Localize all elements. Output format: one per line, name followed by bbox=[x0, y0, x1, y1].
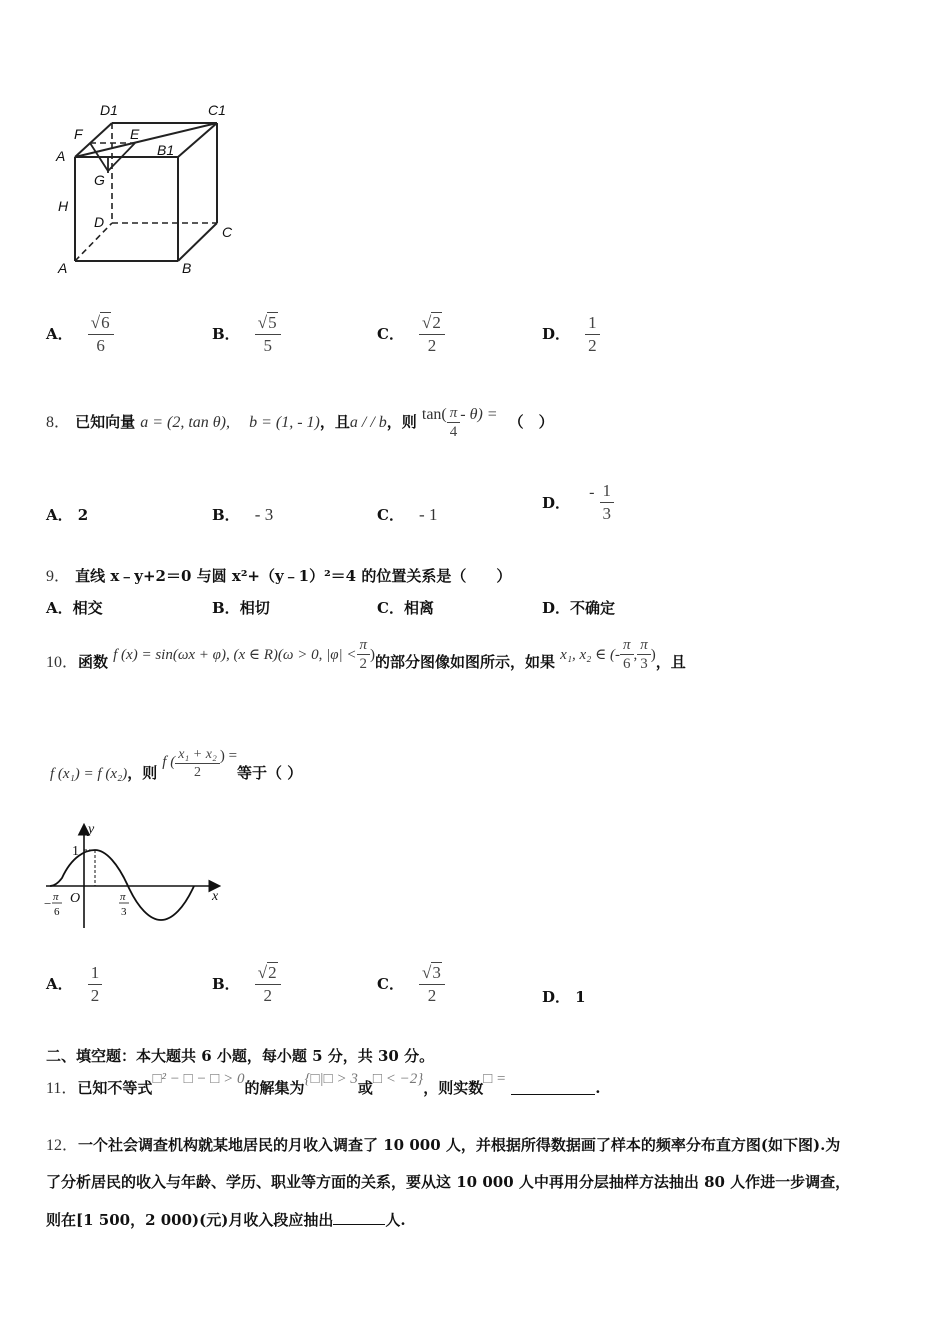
q10-option-d-label: D． bbox=[542, 988, 571, 1006]
q12-line2: 了分析居民的收入与年龄、学历、职业等方面的关系，要从这 10 000 人中再用分层抽样方法抽出 80 人作进一步调查， bbox=[46, 1173, 851, 1191]
q11-set2: □ < −2} bbox=[372, 1071, 424, 1087]
q8-option-b-label: B． bbox=[212, 506, 240, 524]
q7-option-a[interactable] bbox=[46, 312, 114, 357]
q9-number: 9． bbox=[46, 568, 71, 585]
q10-condition-line bbox=[50, 746, 302, 783]
q10-range2-fraction: $\frac{\pi}{3}$ bbox=[637, 636, 651, 673]
svg-text:−: − bbox=[44, 896, 52, 911]
q10-close: ) bbox=[370, 647, 376, 663]
q8-option-d-fraction: $\frac{1}{3}$ bbox=[600, 480, 615, 525]
q11-variable: □ = bbox=[483, 1071, 507, 1087]
q10-text1: 函数 bbox=[78, 653, 109, 671]
cube-figure bbox=[50, 95, 240, 285]
q10-function: f (x) = sin(ωx + φ), (x ∈ R)(ω > 0, |φ| < bbox=[113, 647, 357, 663]
q8-parallel: a / / b bbox=[349, 414, 387, 431]
q9-option-b-value: 相切 bbox=[239, 599, 270, 617]
question-11 bbox=[46, 1068, 600, 1098]
q10-text2: 的部分图像如图所示，如果 bbox=[375, 653, 556, 671]
section-2-title: 二、填空题：本大题共 6 小题，每小题 5 分，共 30 分。 bbox=[46, 1047, 435, 1065]
q8-vector-b: b = (1, - 1) bbox=[249, 414, 320, 431]
graph-neg-tick-num: π bbox=[53, 891, 59, 903]
q10-option-b-fraction: $\frac{√2}{2}$ bbox=[255, 962, 281, 1007]
q7-option-b-fraction: $\frac{√5}{5}$ bbox=[255, 312, 281, 357]
q12-line1: 一个社会调查机构就某地居民的月收入调查了 10 000 人，并根据所得数据画了样本的频率分布直方图(如下图).为 bbox=[78, 1136, 841, 1154]
q8-text3: ，则 bbox=[386, 413, 417, 431]
graph-one-label: 1 bbox=[72, 844, 79, 859]
q9-text: 直线 x﹣y+2＝0 与圆 x²+（y﹣1）²＝4 的位置关系是（ ） bbox=[75, 567, 512, 585]
label-c: C bbox=[222, 224, 233, 240]
q10-f-fraction: $\frac{\text{x₁ + x₂}}{2}$ bbox=[175, 746, 220, 781]
q8-paren: （ ） bbox=[508, 413, 554, 431]
q10-option-a-fraction: $\frac{1}{2}$ bbox=[88, 962, 103, 1007]
q11-set1: {□|□ > 3 bbox=[304, 1071, 358, 1087]
q10-option-c[interactable] bbox=[377, 962, 445, 1007]
q10-pi-fraction: $\frac{\pi}{2}$ bbox=[357, 636, 371, 673]
q11-text2: 的解集为 bbox=[244, 1079, 305, 1097]
q10-number: 10． bbox=[46, 654, 79, 671]
q8-option-c[interactable] bbox=[377, 504, 437, 525]
q10-option-d[interactable] bbox=[542, 986, 586, 1007]
label-b: B bbox=[182, 260, 192, 276]
graph-origin-label: O bbox=[70, 891, 81, 906]
label-h: H bbox=[58, 198, 69, 214]
question-9 bbox=[46, 563, 511, 586]
q8-option-c-label: C． bbox=[377, 506, 404, 524]
label-f: F bbox=[74, 126, 83, 142]
sine-graph bbox=[42, 820, 232, 932]
graph-neg-tick-den: 6 bbox=[54, 906, 60, 918]
question-8 bbox=[46, 404, 554, 441]
q11-end: . bbox=[595, 1079, 601, 1097]
q9-option-a-value: 相交 bbox=[72, 599, 103, 617]
q7-option-a-label: A． bbox=[46, 325, 73, 343]
question-12-line-1 bbox=[46, 1132, 840, 1155]
q8-number: 8． bbox=[46, 414, 71, 431]
q12-line3b: 人. bbox=[385, 1211, 406, 1229]
q8-option-c-value: - 1 bbox=[419, 505, 438, 524]
q10-option-c-label: C． bbox=[377, 975, 404, 993]
q8-option-d-label: D． bbox=[542, 494, 571, 512]
q11-number: 11． bbox=[46, 1080, 78, 1097]
q9-option-d[interactable] bbox=[542, 597, 615, 618]
q7-option-c[interactable] bbox=[377, 312, 445, 357]
q8-tan-fraction: $\frac{\pi}{4}$ bbox=[447, 404, 461, 441]
graph-x-label: x bbox=[212, 889, 219, 904]
q10-f-prefix: f ( bbox=[162, 754, 176, 770]
q10-condition: f (x₁) = f (x₂) bbox=[50, 766, 128, 782]
q10-text4: ，则 bbox=[127, 764, 158, 782]
question-10: 10．函数 f (x) = sin(ωx + φ), (x ∈ R)(ω > 0, |φ| < $\frac{\pi}{2}$ )的部分图像如图所示，如果 x₁, x₂ ∈ (- $\frac{\pi}{6}$ , $\frac{\pi}{3}$ )，且 bbox=[46, 637, 686, 672]
label-c1: C1 bbox=[208, 102, 226, 118]
q7-option-a-fraction: $\frac{√6}{6}$ bbox=[88, 312, 114, 357]
q10-option-b[interactable] bbox=[212, 962, 281, 1007]
q12-answer-blank[interactable] bbox=[333, 1224, 385, 1225]
label-d: D bbox=[94, 214, 105, 230]
q7-option-d[interactable] bbox=[542, 312, 600, 357]
q10-option-a[interactable] bbox=[46, 962, 102, 1007]
q8-option-d[interactable] bbox=[542, 480, 614, 525]
q12-line3a: 则在[1 500，2 000)(元)月收入段应抽出 bbox=[46, 1211, 334, 1229]
label-e: E bbox=[130, 126, 140, 142]
q9-option-a-label: A． bbox=[46, 599, 73, 617]
question-12-line-3 bbox=[46, 1209, 406, 1230]
q10-f-suffix: ) = bbox=[219, 748, 238, 764]
q12-number: 12． bbox=[46, 1137, 79, 1154]
q8-option-a[interactable] bbox=[46, 504, 88, 525]
q8-text1: 已知向量 bbox=[75, 413, 136, 431]
q7-option-b-label: B． bbox=[212, 325, 240, 343]
q8-text2: ，且 bbox=[319, 413, 350, 431]
q8-option-b-value: - 3 bbox=[254, 505, 274, 524]
q10-text5: 等于（ ） bbox=[237, 764, 303, 782]
q10-text3: ，且 bbox=[655, 653, 686, 671]
q10-option-d-value: 1 bbox=[575, 988, 586, 1006]
q11-text3: 或 bbox=[357, 1079, 373, 1097]
q8-vector-a: a = (2, tan θ), bbox=[140, 414, 230, 431]
q11-text1: 已知不等式 bbox=[77, 1079, 153, 1097]
q9-option-b[interactable] bbox=[212, 597, 270, 618]
graph-pos-tick-den: 3 bbox=[121, 906, 127, 918]
q9-option-c[interactable] bbox=[377, 597, 434, 618]
q9-option-d-label: D． bbox=[542, 599, 571, 617]
q11-inequality: □² − □ − □ > 0 bbox=[152, 1071, 245, 1087]
label-a: A bbox=[58, 260, 68, 276]
label-b1: B1 bbox=[157, 142, 175, 158]
graph-y-label: y bbox=[88, 822, 95, 837]
q9-option-a[interactable] bbox=[46, 597, 103, 618]
q11-answer-blank[interactable] bbox=[511, 1094, 595, 1095]
q9-option-c-label: C． bbox=[377, 599, 404, 617]
label-g: G bbox=[94, 172, 105, 188]
q8-option-a-value: 2 bbox=[77, 506, 89, 524]
q9-option-b-label: B． bbox=[212, 599, 240, 617]
q10-x-range: x₁, x₂ ∈ (- bbox=[560, 647, 620, 663]
q8-option-a-label: A． bbox=[46, 506, 73, 524]
q11-text4: ，则实数 bbox=[423, 1079, 484, 1097]
q10-option-b-label: B． bbox=[212, 975, 240, 993]
label-a-top: A bbox=[56, 148, 66, 164]
graph-pos-tick-num: π bbox=[120, 891, 126, 903]
q8-option-d-sign: - bbox=[589, 483, 595, 501]
q9-option-c-value: 相离 bbox=[403, 599, 434, 617]
q9-option-d-value: 不确定 bbox=[570, 599, 616, 617]
q8-tan-suffix: - θ) = bbox=[460, 406, 498, 423]
label-d1: D1 bbox=[100, 102, 118, 118]
q10-option-c-fraction: $\frac{√3}{2}$ bbox=[419, 962, 445, 1007]
q7-option-c-label: C． bbox=[377, 325, 404, 343]
q10-option-a-label: A． bbox=[46, 975, 73, 993]
q8-option-b[interactable] bbox=[212, 504, 273, 525]
q10-range1-fraction: $\frac{\pi}{6}$ bbox=[620, 636, 634, 673]
q7-option-c-fraction: $\frac{√2}{2}$ bbox=[419, 312, 445, 357]
q8-tan-prefix: tan( bbox=[421, 406, 447, 423]
q7-option-d-fraction: $\frac{1}{2}$ bbox=[585, 312, 600, 357]
q7-option-d-label: D． bbox=[542, 325, 571, 343]
q7-option-b[interactable] bbox=[212, 312, 281, 357]
